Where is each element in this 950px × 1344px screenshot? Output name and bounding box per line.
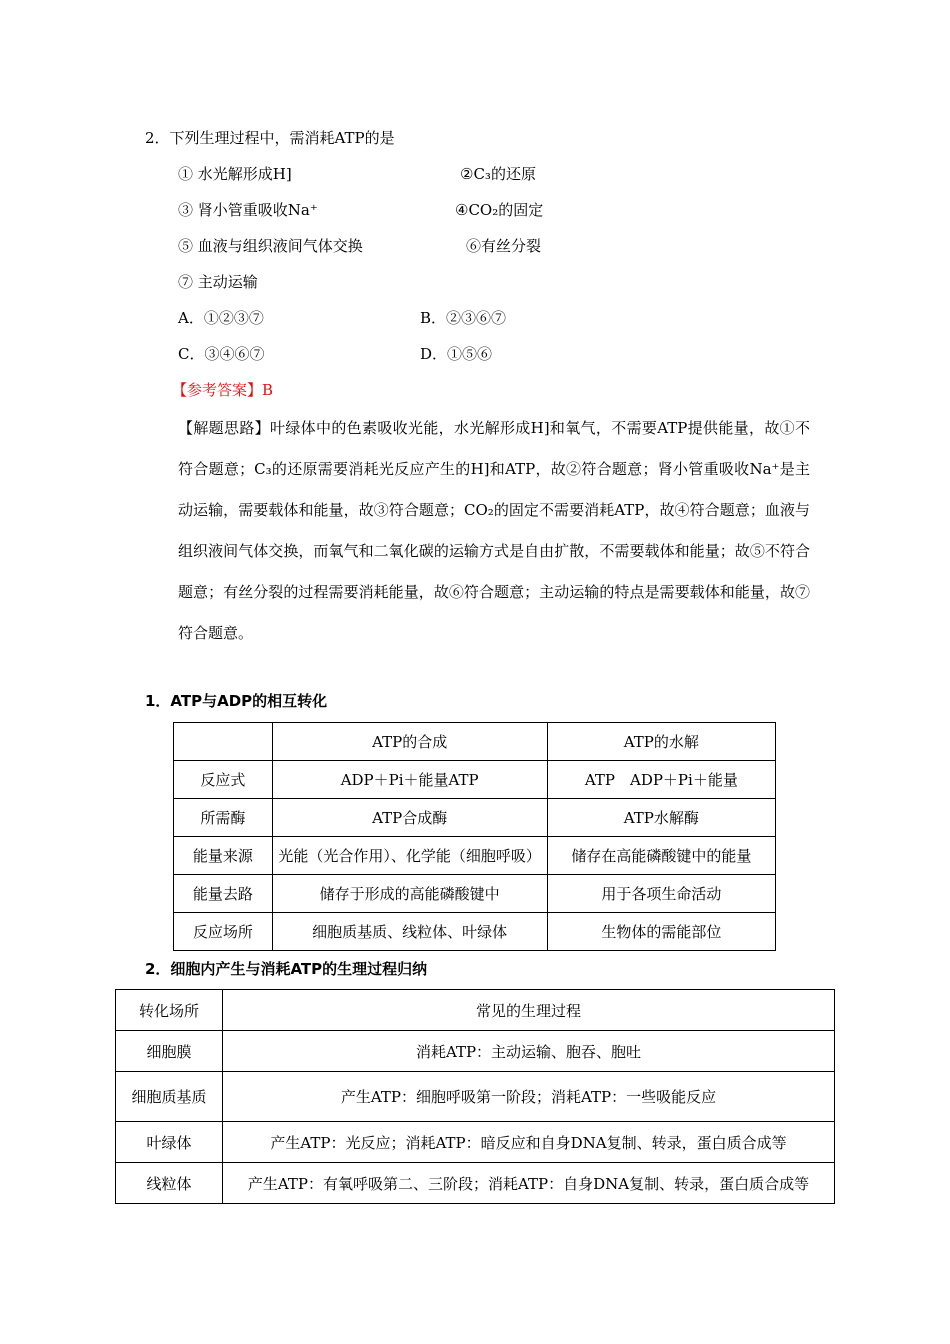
atp-process-table xyxy=(115,989,835,1204)
question-item-6: ⑥有丝分裂 xyxy=(466,237,542,255)
table-cell: 所需酶 xyxy=(174,799,273,837)
table-cell: ATP合成酶 xyxy=(272,799,547,837)
table-header-cell: 转化场所 xyxy=(116,990,223,1031)
section1-title: 1．ATP与ADP的相互转化 xyxy=(145,692,328,710)
table-row xyxy=(174,837,776,875)
explanation-text: 叶绿体中的色素吸收光能，水光解形成H]和氧气，不需要ATP提供能量，故①不符合题意；C₃的还原需要消耗光反应产生的H]和ATP，故②符合题意；肾小管重吸收Na⁺是主动运输，需要载体和能量，故③符合题意；CO₂的固定不需要消耗ATP，故④符合题意；血液与组织液间气体交换，而氧气和二氧化碳的运输方式是自由扩散，不需要载体和能量；故⑤不符合题意；有丝分裂的过程需要消耗能量，故⑥符合题意；主动运输的特点是需要载体和能量，故⑦符合题意。 xyxy=(178,419,810,642)
table-row xyxy=(174,913,776,951)
question-stem: 2．下列生理过程中，需消耗ATP的是 xyxy=(145,129,395,147)
section2-title: 2．细胞内产生与消耗ATP的生理过程归纳 xyxy=(145,960,428,978)
table-row xyxy=(174,761,776,799)
explanation-label: 【解题思路】 xyxy=(178,419,270,437)
option-c: C．③④⑥⑦ xyxy=(178,345,265,363)
table-header-cell: ATP的水解 xyxy=(547,723,775,761)
table-row xyxy=(174,875,776,913)
table-cell xyxy=(174,723,273,761)
question-item-1: ① 水光解形成H] xyxy=(178,165,292,183)
table-header-cell: 常见的生理过程 xyxy=(223,990,835,1031)
table-row xyxy=(116,1122,835,1163)
table-row xyxy=(116,1031,835,1072)
table-row xyxy=(116,1163,835,1204)
option-b: B．②③⑥⑦ xyxy=(420,309,507,327)
answer-label: 【参考答案】B xyxy=(172,381,274,399)
table-cell: 储存在高能磷酸键中的能量 xyxy=(547,837,775,875)
table-cell: 反应式 xyxy=(174,761,273,799)
table-cell: 能量来源 xyxy=(174,837,273,875)
question-item-4: ④CO₂的固定 xyxy=(455,201,544,219)
table-cell: 储存于形成的高能磷酸键中 xyxy=(272,875,547,913)
table-cell: ATP水解酶 xyxy=(547,799,775,837)
table-cell: 生物体的需能部位 xyxy=(547,913,775,951)
table-cell: 光能（光合作用）、化学能（细胞呼吸） xyxy=(272,837,547,875)
question-item-2: ②C₃的还原 xyxy=(460,165,536,183)
table-header-cell: ATP的合成 xyxy=(272,723,547,761)
option-d: D．①⑤⑥ xyxy=(420,345,493,363)
atp-adp-table xyxy=(173,722,776,951)
option-a: A．①②③⑦ xyxy=(178,309,264,327)
table-header-row xyxy=(174,723,776,761)
table-cell: 消耗ATP：主动运输、胞吞、胞吐 xyxy=(223,1031,835,1072)
table-cell: 产生ATP：细胞呼吸第一阶段；消耗ATP：一些吸能反应 xyxy=(223,1072,835,1122)
table-cell: ATP ADP＋Pi＋能量 xyxy=(547,761,775,799)
table-cell: 细胞膜 xyxy=(116,1031,223,1072)
table-cell: 能量去路 xyxy=(174,875,273,913)
question-item-5: ⑤ 血液与组织液间气体交换 xyxy=(178,237,363,255)
table-cell: 产生ATP：有氧呼吸第二、三阶段；消耗ATP：自身DNA复制、转录，蛋白质合成等 xyxy=(223,1163,835,1204)
table-cell: ADP＋Pi＋能量ATP xyxy=(272,761,547,799)
explanation xyxy=(178,408,810,654)
table-cell: 线粒体 xyxy=(116,1163,223,1204)
table-row xyxy=(116,1072,835,1122)
table-cell: 叶绿体 xyxy=(116,1122,223,1163)
table-cell: 产生ATP：光反应；消耗ATP：暗反应和自身DNA复制、转录，蛋白质合成等 xyxy=(223,1122,835,1163)
question-item-3: ③ 肾小管重吸收Na⁺ xyxy=(178,201,318,219)
table-header-row xyxy=(116,990,835,1031)
table-cell: 用于各项生命活动 xyxy=(547,875,775,913)
table-cell: 细胞质基质、线粒体、叶绿体 xyxy=(272,913,547,951)
table-row xyxy=(174,799,776,837)
table-cell: 反应场所 xyxy=(174,913,273,951)
question-item-7: ⑦ 主动运输 xyxy=(178,273,258,291)
table-cell: 细胞质基质 xyxy=(116,1072,223,1122)
